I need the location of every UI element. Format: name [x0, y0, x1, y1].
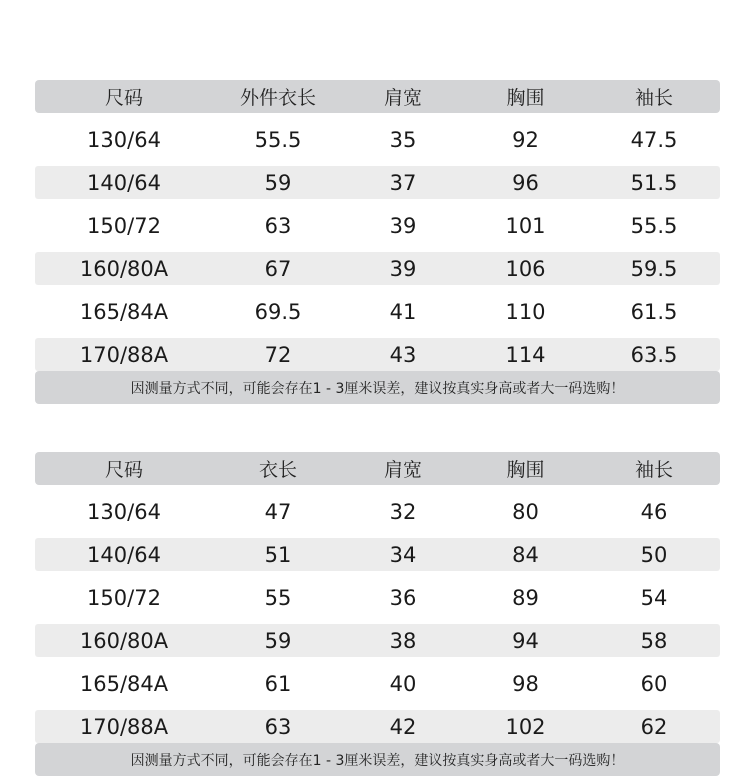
- header-size: 尺码: [104, 459, 143, 481]
- cell-sleeve: 55.5: [630, 213, 678, 238]
- cell-sleeve: 62: [640, 714, 668, 739]
- cell-size: 165/84A: [79, 299, 169, 324]
- cell-size: 165/84A: [79, 671, 169, 696]
- cell-shoulder: 43: [389, 342, 417, 367]
- header-length: 外件衣长: [239, 87, 316, 109]
- cell-length: 63: [264, 714, 292, 739]
- cell-sleeve: 61.5: [630, 299, 678, 324]
- header-shoulder: 肩宽: [383, 459, 422, 481]
- cell-shoulder: 35: [389, 127, 417, 152]
- header-shoulder: 肩宽: [383, 87, 422, 109]
- cell-size: 170/88A: [79, 714, 169, 739]
- cell-length: 47: [264, 499, 292, 524]
- cell-length: 59: [264, 628, 292, 653]
- table-row: [35, 166, 720, 199]
- table-row: [35, 667, 720, 700]
- table-row: [35, 624, 720, 657]
- table-header: [35, 452, 720, 485]
- cell-size: 140/64: [87, 542, 161, 567]
- cell-chest: 110: [505, 299, 546, 324]
- cell-chest: 96: [512, 170, 539, 195]
- cell-chest: 98: [512, 671, 539, 696]
- cell-chest: 92: [512, 127, 539, 152]
- cell-shoulder: 41: [389, 299, 417, 324]
- header-size: 尺码: [104, 87, 143, 109]
- cell-sleeve: 51.5: [630, 170, 678, 195]
- cell-chest: 80: [512, 499, 539, 524]
- cell-chest: 114: [505, 342, 546, 367]
- cell-chest: 102: [505, 714, 546, 739]
- header-length: 衣长: [258, 459, 297, 481]
- header-chest: 胸围: [506, 87, 545, 109]
- cell-size: 150/72: [87, 585, 161, 610]
- cell-chest: 101: [505, 213, 546, 238]
- cell-shoulder: 38: [389, 628, 417, 653]
- table-row: [35, 495, 720, 528]
- cell-length: 63: [264, 213, 292, 238]
- cell-length: 55: [264, 585, 292, 610]
- table-row: [35, 338, 720, 371]
- cell-sleeve: 54: [640, 585, 668, 610]
- table-row: [35, 123, 720, 156]
- cell-sleeve: 60: [640, 671, 668, 696]
- cell-length: 72: [264, 342, 292, 367]
- cell-sleeve: 59.5: [630, 256, 678, 281]
- cell-shoulder: 40: [389, 671, 417, 696]
- cell-shoulder: 37: [389, 170, 417, 195]
- cell-size: 140/64: [87, 170, 161, 195]
- cell-length: 55.5: [254, 127, 302, 152]
- size-table-inner: [35, 452, 720, 776]
- table-header: [35, 80, 720, 113]
- cell-shoulder: 34: [389, 542, 417, 567]
- header-sleeve: 袖长: [634, 459, 673, 481]
- cell-shoulder: 39: [389, 213, 417, 238]
- cell-shoulder: 32: [389, 499, 417, 524]
- measurement-note: 因测量方式不同，可能会存在1 - 3厘米误差，建议按真实身高或者大一码选购！: [35, 743, 720, 776]
- cell-length: 51: [264, 542, 292, 567]
- cell-length: 61: [264, 671, 292, 696]
- cell-shoulder: 39: [389, 256, 417, 281]
- cell-shoulder: 42: [389, 714, 417, 739]
- cell-sleeve: 63.5: [630, 342, 678, 367]
- measurement-note: 因测量方式不同，可能会存在1 - 3厘米误差，建议按真实身高或者大一码选购！: [35, 371, 720, 404]
- cell-chest: 89: [512, 585, 539, 610]
- cell-chest: 106: [505, 256, 546, 281]
- cell-shoulder: 36: [389, 585, 417, 610]
- cell-chest: 94: [512, 628, 539, 653]
- header-sleeve: 袖长: [634, 87, 673, 109]
- header-chest: 胸围: [506, 459, 545, 481]
- cell-size: 160/80A: [79, 256, 169, 281]
- cell-chest: 84: [512, 542, 539, 567]
- cell-sleeve: 50: [640, 542, 668, 567]
- cell-sleeve: 46: [640, 499, 668, 524]
- table-row: [35, 252, 720, 285]
- size-table-outerwear: [35, 80, 720, 404]
- table-row: [35, 710, 720, 743]
- cell-size: 150/72: [87, 213, 161, 238]
- cell-size: 130/64: [87, 127, 161, 152]
- cell-size: 130/64: [87, 499, 161, 524]
- cell-length: 59: [264, 170, 292, 195]
- cell-length: 67: [264, 256, 292, 281]
- table-row: [35, 538, 720, 571]
- table-row: [35, 581, 720, 614]
- table-row: [35, 295, 720, 328]
- cell-sleeve: 47.5: [630, 127, 678, 152]
- cell-size: 160/80A: [79, 628, 169, 653]
- cell-sleeve: 58: [640, 628, 668, 653]
- table-row: [35, 209, 720, 242]
- cell-length: 69.5: [254, 299, 302, 324]
- cell-size: 170/88A: [79, 342, 169, 367]
